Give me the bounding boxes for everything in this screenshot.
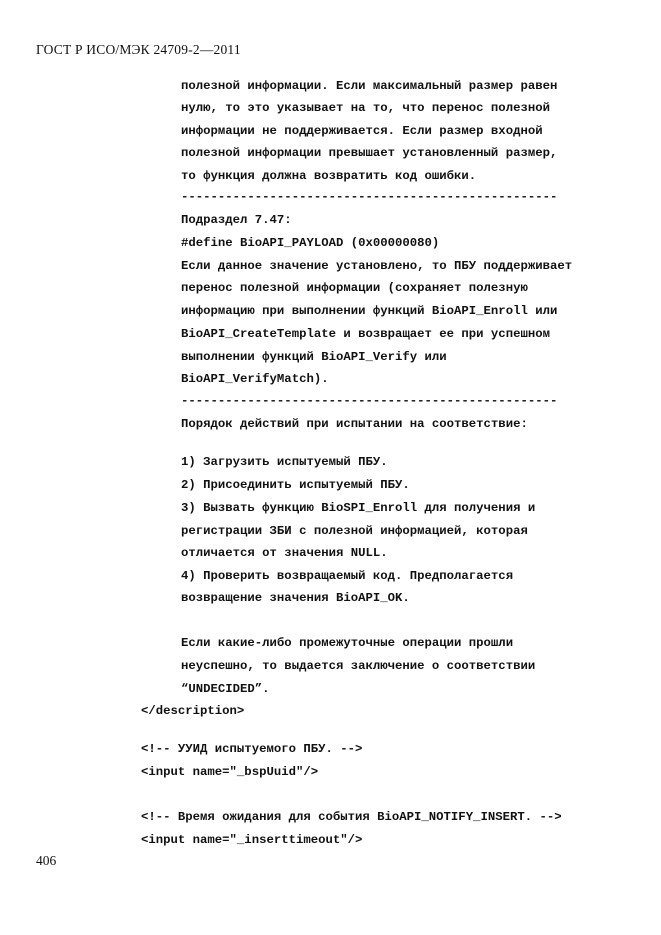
document-header: ГОСТ Р ИСО/МЭК 24709-2—2011 <box>36 42 241 57</box>
subsection-title: Подраздел 7.47: <box>181 213 292 227</box>
text-line: нулю, то это указывает на то, что перенос полезной <box>181 101 550 115</box>
closing-tag: </description> <box>141 704 245 718</box>
step-item: возвращение значения BioAPI_OK. <box>181 591 410 605</box>
text-line: перенос полезной информации (сохраняет полезную <box>181 281 528 295</box>
text-line: информации не поддерживается. Если размер входной <box>181 124 543 138</box>
text-line: информацию при выполнении функций BioAPI_Enroll или <box>181 304 558 318</box>
step-item: 2) Присоединить испытуемый ПБУ. <box>181 478 410 492</box>
step-item: регистрации ЗБИ с полезной информацией, которая <box>181 524 528 538</box>
text-line: BioAPI_VerifyMatch). <box>181 372 329 386</box>
text-line: “UNDECIDED”. <box>181 682 270 696</box>
text-line: неуспешно, то выдается заключение о соответствии <box>181 659 536 673</box>
xml-input: <input name="_bspUuid"/> <box>141 765 319 779</box>
step-item: 3) Вызвать функцию BioSPI_Enroll для получения и <box>181 501 536 515</box>
step-item: 4) Проверить возвращаемый код. Предполагается <box>181 569 514 583</box>
step-item: 1) Загрузить испытуемый ПБУ. <box>181 455 388 469</box>
text-line: то функция должна возвратить код ошибки. <box>181 169 477 183</box>
xml-input: <input name="_inserttimeout"/> <box>141 833 363 847</box>
procedure-title: Порядок действий при испытании на соответствие: <box>181 417 528 431</box>
text-line: полезной информации превышает установленный размер, <box>181 146 558 160</box>
text-line: BioAPI_CreateTemplate и возвращает ее при успешном <box>181 327 550 341</box>
define-line: #define BioAPI_PAYLOAD (0x00000080) <box>181 236 440 250</box>
step-item: отличается от значения NULL. <box>181 546 388 560</box>
xml-comment: <!-- Время ожидания для события BioAPI_NOTIFY_INSERT. --> <box>141 810 562 824</box>
separator-line: --------------------------------------------------- <box>181 190 558 204</box>
text-line: Если данное значение установлено, то ПБУ поддерживает <box>181 259 573 273</box>
text-line: выполнении функций BioAPI_Verify или <box>181 350 447 364</box>
page-number: 406 <box>36 853 57 868</box>
text-line: Если какие-либо промежуточные операции прошли <box>181 636 514 650</box>
text-line: полезной информации. Если максимальный размер равен <box>181 79 558 93</box>
separator-line: --------------------------------------------------- <box>181 394 558 408</box>
xml-comment: <!-- УУИД испытуемого ПБУ. --> <box>141 742 363 756</box>
